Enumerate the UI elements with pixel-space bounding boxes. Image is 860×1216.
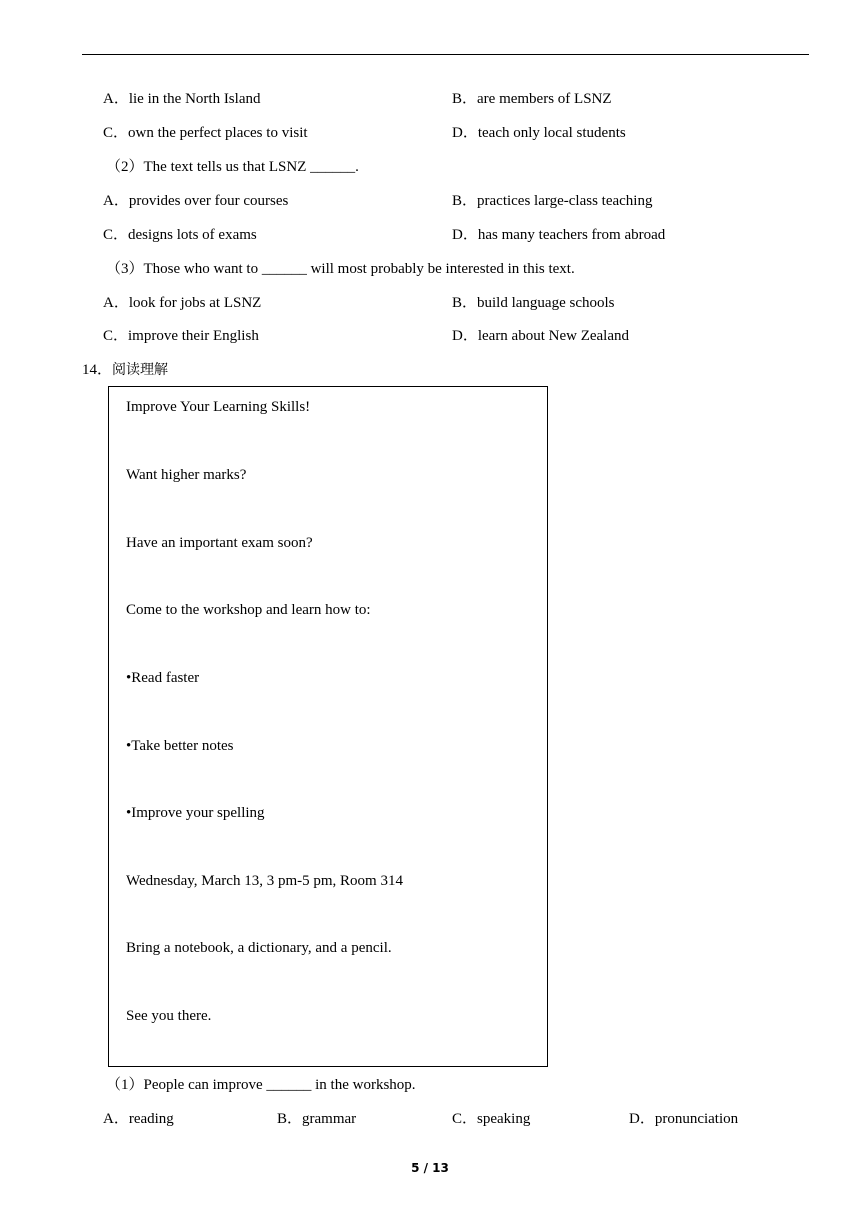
option-d: D．learn about New Zealand — [452, 328, 630, 344]
page-number: 5 / 13 — [411, 1161, 449, 1175]
sub-question-3: （3）Those who want to ______ will most probably be interested in this text. — [106, 261, 575, 277]
option-c: C．improve their English — [103, 328, 259, 344]
passage-line: See you there. — [126, 1008, 212, 1024]
option-a: A．reading — [103, 1111, 174, 1127]
option-a: A．provides over four courses — [103, 193, 289, 209]
sub-question-2: （2）The text tells us that LSNZ ______. — [106, 159, 359, 175]
passage-line: Want higher marks? — [126, 467, 247, 483]
passage-line: Have an important exam soon? — [126, 535, 313, 551]
passage-bullet: •Improve your spelling — [126, 805, 265, 821]
option-c: C．speaking — [452, 1111, 531, 1127]
question-number: 14． — [82, 362, 113, 378]
passage-title: Improve Your Learning Skills! — [126, 399, 311, 415]
option-b: B．grammar — [277, 1111, 357, 1127]
option-d: D．has many teachers from abroad — [452, 227, 666, 243]
sub-question-1: （1）People can improve ______ in the workshop. — [106, 1077, 416, 1093]
question-14-heading — [82, 361, 168, 380]
passage-bullet: •Take better notes — [126, 738, 234, 754]
option-a: A．lie in the North Island — [103, 91, 261, 107]
option-c: C．designs lots of exams — [103, 227, 257, 243]
option-d: D．pronunciation — [629, 1111, 739, 1127]
option-b: B．are members of LSNZ — [452, 91, 612, 107]
option-b: B．build language schools — [452, 295, 615, 311]
passage-line: Bring a notebook, a dictionary, and a pencil. — [126, 940, 392, 956]
passage-bullet: •Read faster — [126, 670, 200, 686]
option-c: C．own the perfect places to visit — [103, 125, 308, 141]
header-rule — [82, 54, 809, 55]
option-d: D．teach only local students — [452, 125, 626, 141]
reading-passage-box — [108, 386, 548, 1067]
question-type-label: 阅读理解 — [112, 362, 169, 378]
option-a: A．look for jobs at LSNZ — [103, 295, 262, 311]
passage-line: Wednesday, March 13, 3 pm-5 pm, Room 314 — [126, 873, 403, 889]
option-b: B．practices large-class teaching — [452, 193, 653, 209]
passage-line: Come to the workshop and learn how to: — [126, 602, 371, 618]
